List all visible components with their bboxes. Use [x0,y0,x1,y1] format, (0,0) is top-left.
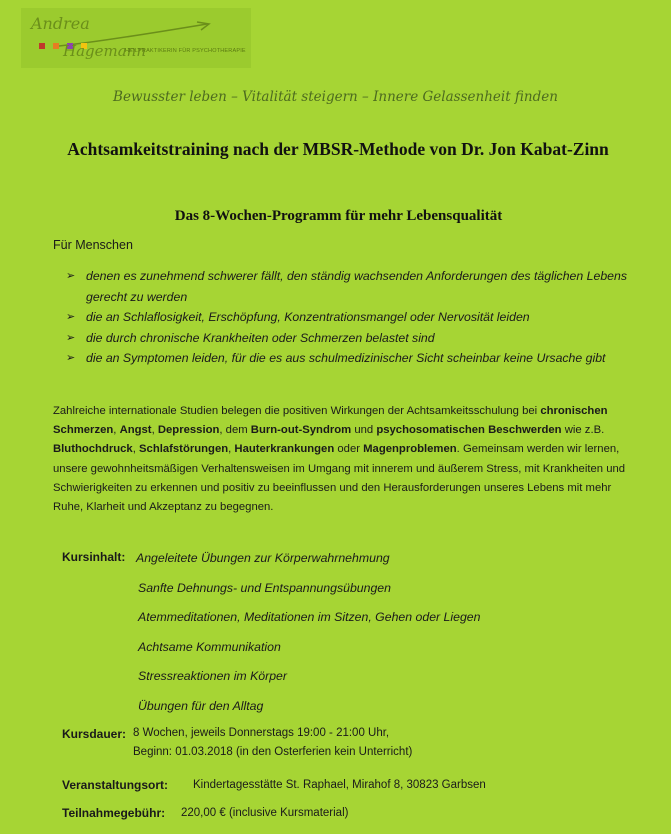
list-item: Atemmeditationen, Meditationen im Sitzen, Gehen oder Liegen [138,610,481,624]
target-group-list [66,266,646,369]
list-item: Sanfte Dehnungs- und Entspannungsübungen [138,580,391,595]
ort-label: Veranstaltungsort: [62,778,169,792]
arrow-bullet-icon: ➢ [66,270,76,282]
kursdauer-label: Kursdauer: [62,727,127,741]
logo-square [39,43,45,49]
gebuehr-label: Teilnahmegebühr: [62,806,166,820]
logo-first-name: Andrea [31,14,90,33]
kursinhalt-list [138,550,480,727]
list-item: ➢ die an Symptomen leiden, für die es aus schulmedizinischer Sicht scheinbar keine Ursache gibt [66,348,646,369]
tagline: Bewusster leben – Vitalität steigern – Innere Gelassenheit finden [113,89,558,105]
kursinhalt-label: Kursinhalt: [62,550,126,564]
arrow-bullet-icon: ➢ [66,331,76,344]
list-item: Stressreaktionen im Körper [138,669,287,683]
gebuehr-value: 220,00 € (inclusive Kursmaterial) [181,807,349,819]
logo [21,8,251,68]
logo-square [53,43,59,49]
intro-text: Für Menschen [53,238,133,252]
arrow-bullet-icon: ➢ [66,311,76,323]
ort-value: Kindertagesstätte St. Raphael, Mirahof 8, 30823 Garbsen [193,779,486,791]
description-paragraph: Zahlreiche internationale Studien belegen die positiven Wirkungen der Achtsamkeitsschulung bei chronischen Schmerzen, Angst, Depression, dem Burn-out-Syndrom und psychosomatischen Beschwerden wie z.B. Bluthochdruck, Schlafstörungen, Hauterkrankungen oder Magenproblemen. Gemeinsam werden wir lernen, unsere gewohnheitsmäßigen Verhaltensweisen im Umgang mit innerem und äußerem Stress, mit Krankheiten und Schwierigkeiten zu erkennen und positiv zu beeinflussen und den Herausforderungen unseres Lebens mit mehr Ruhe, Klarheit und Akzeptanz zu begegnen. [53,405,626,514]
arrow-bullet-icon: ➢ [66,352,76,364]
list-item: Übungen für den Alltag [138,698,264,713]
logo-subtitle: HEILPRAKTIKERIN FÜR PSYCHOTHERAPIE [125,48,246,54]
logo-last-name: Hagemann [63,42,146,60]
page-title: Achtsamkeitstraining nach der MBSR-Methode von Dr. Jon Kabat-Zinn [67,139,609,159]
list-item: Angeleitete Übungen zur Körperwahrnehmung [136,551,390,565]
page-subtitle: Das 8-Wochen-Programm für mehr Lebensqualität [174,208,503,224]
list-item: ➢ die durch chronische Krankheiten oder Schmerzen belastet sind [66,328,646,349]
list-item: Achtsame Kommunikation [138,639,281,654]
kursbeginn-value: Beginn: 01.03.2018 (in den Osterferien kein Unterricht) [133,746,413,758]
list-item: ➢ die an Schlaflosigkeit, Erschöpfung, Konzentrationsmangel oder Nervosität leiden [66,307,646,328]
kursdauer-value: 8 Wochen, jeweils Donnerstags 19:00 - 21:00 Uhr, [133,727,390,739]
list-item: ➢ denen es zunehmend schwerer fällt, den ständig wachsenden Anforderungen des täglichen Lebens gerecht zu werden [66,266,646,307]
